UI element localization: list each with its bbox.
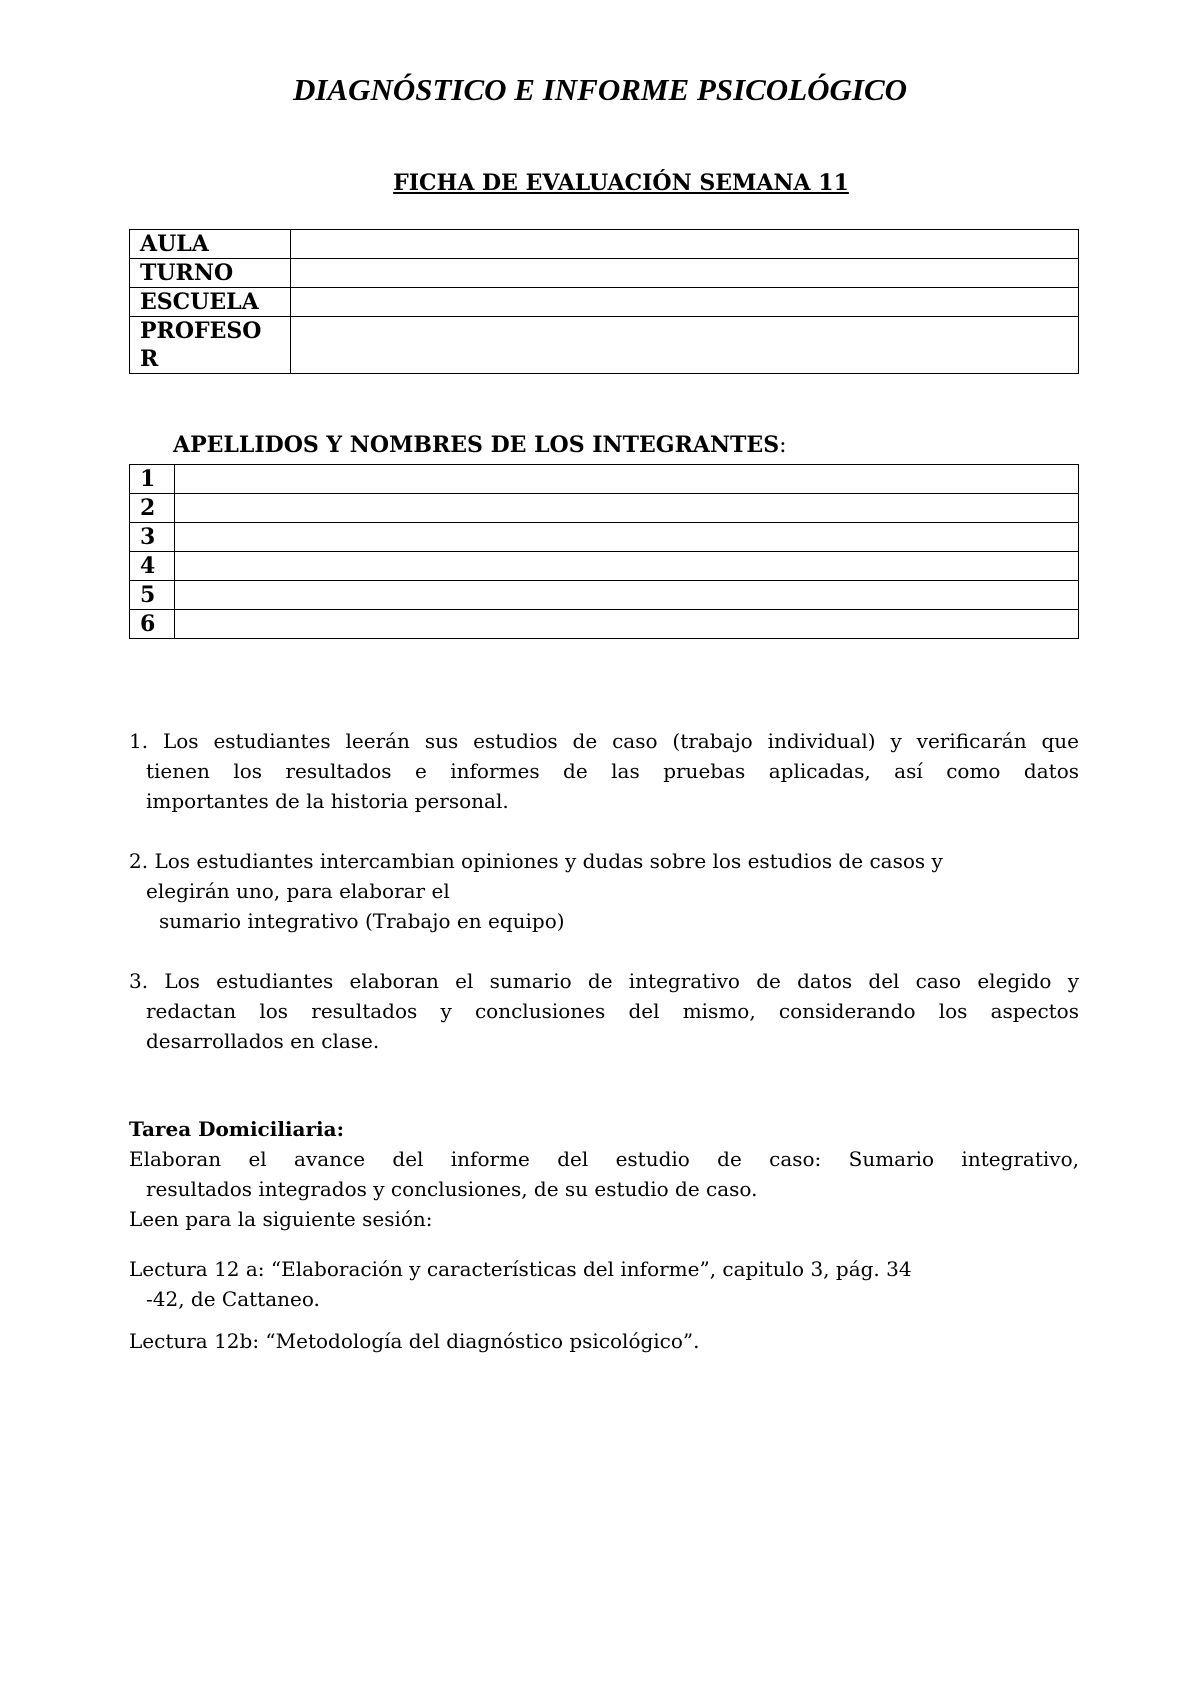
instruction-2-line3: sumario integrativo (Trabajo en equipo) <box>159 909 565 933</box>
members-heading-colon: : <box>779 433 787 458</box>
reading-a-line1: Lectura 12 a: “Elaboración y características del informe”, capitulo 3, pág. 34 <box>129 1257 912 1281</box>
member-row <box>130 523 1079 552</box>
info-label-profesor <box>130 317 291 374</box>
info-value-aula[interactable] <box>291 230 1079 259</box>
homework-section <box>129 1114 1079 1234</box>
info-label-escuela: ESCUELA <box>130 288 291 317</box>
member-number: 2 <box>130 494 175 523</box>
member-row <box>130 581 1079 610</box>
info-label-aula: AULA <box>130 230 291 259</box>
members-heading <box>173 432 787 458</box>
info-row-escuela <box>130 288 1079 317</box>
member-name-cell[interactable] <box>175 552 1079 581</box>
instruction-1-line3: importantes de la historia personal. <box>146 789 509 813</box>
member-number: 5 <box>130 581 175 610</box>
members-heading-text: APELLIDOS Y NOMBRES DE LOS INTEGRANTES <box>173 432 780 458</box>
member-name-cell[interactable] <box>175 523 1079 552</box>
info-label-turno: TURNO <box>130 259 291 288</box>
info-value-profesor[interactable] <box>291 317 1079 374</box>
member-name-cell[interactable] <box>175 581 1079 610</box>
members-table <box>129 464 1079 639</box>
homework-line2: resultados integrados y conclusiones, de su estudio de caso. <box>146 1177 758 1201</box>
member-number: 6 <box>130 610 175 639</box>
document-title: DIAGNÓSTICO E INFORME PSICOLÓGICO <box>292 72 908 107</box>
member-row <box>130 494 1079 523</box>
member-row <box>130 465 1079 494</box>
homework-title: Tarea Domiciliaria: <box>129 1117 344 1141</box>
info-value-escuela[interactable] <box>291 288 1079 317</box>
homework-line1: Elaboran el avance del informe del estudio de caso: Sumario integrativo, <box>129 1147 1079 1171</box>
instruction-item-2 <box>129 846 1079 936</box>
instruction-3-line1: 3. Los estudiantes elaboran el sumario de integrativo de datos del caso elegido y <box>129 969 1079 993</box>
member-name-cell[interactable] <box>175 494 1079 523</box>
member-number: 4 <box>130 552 175 581</box>
info-value-turno[interactable] <box>291 259 1079 288</box>
info-label-profesor-line2: R <box>140 346 159 372</box>
instruction-1-line2: tienen los resultados e informes de las pruebas aplicadas, así como datos <box>146 759 1079 783</box>
instruction-2-line1: 2. Los estudiantes intercambian opiniones y dudas sobre los estudios de casos y <box>129 849 943 873</box>
instruction-item-1 <box>129 726 1079 816</box>
evaluation-sheet-title: FICHA DE EVALUACIÓN SEMANA 11 <box>393 170 849 196</box>
info-label-profesor-line1: PROFESO <box>140 318 262 344</box>
instruction-2-line2: elegirán uno, para elaborar el <box>146 879 450 903</box>
member-name-cell[interactable] <box>175 610 1079 639</box>
instruction-item-3 <box>129 966 1079 1056</box>
info-table <box>129 229 1079 374</box>
instruction-3-line2: redactan los resultados y conclusiones del mismo, considerando los aspectos <box>146 999 1079 1023</box>
homework-line3: Leen para la siguiente sesión: <box>129 1207 433 1231</box>
reading-a <box>129 1254 1079 1314</box>
instruction-3-line3: desarrollados en clase. <box>146 1029 380 1053</box>
reading-b <box>129 1326 1079 1356</box>
member-row <box>130 552 1079 581</box>
instruction-1-line1: 1. Los estudiantes leerán sus estudios de caso (trabajo individual) y verificarán que <box>129 729 1079 753</box>
reading-b-line: Lectura 12b: “Metodología del diagnóstico psicológico”. <box>129 1329 700 1353</box>
member-number: 1 <box>130 465 175 494</box>
member-row <box>130 610 1079 639</box>
info-row-profesor <box>130 317 1079 374</box>
member-name-cell[interactable] <box>175 465 1079 494</box>
member-number: 3 <box>130 523 175 552</box>
info-row-turno <box>130 259 1079 288</box>
reading-a-line2: -42, de Cattaneo. <box>146 1287 320 1311</box>
info-row-aula <box>130 230 1079 259</box>
